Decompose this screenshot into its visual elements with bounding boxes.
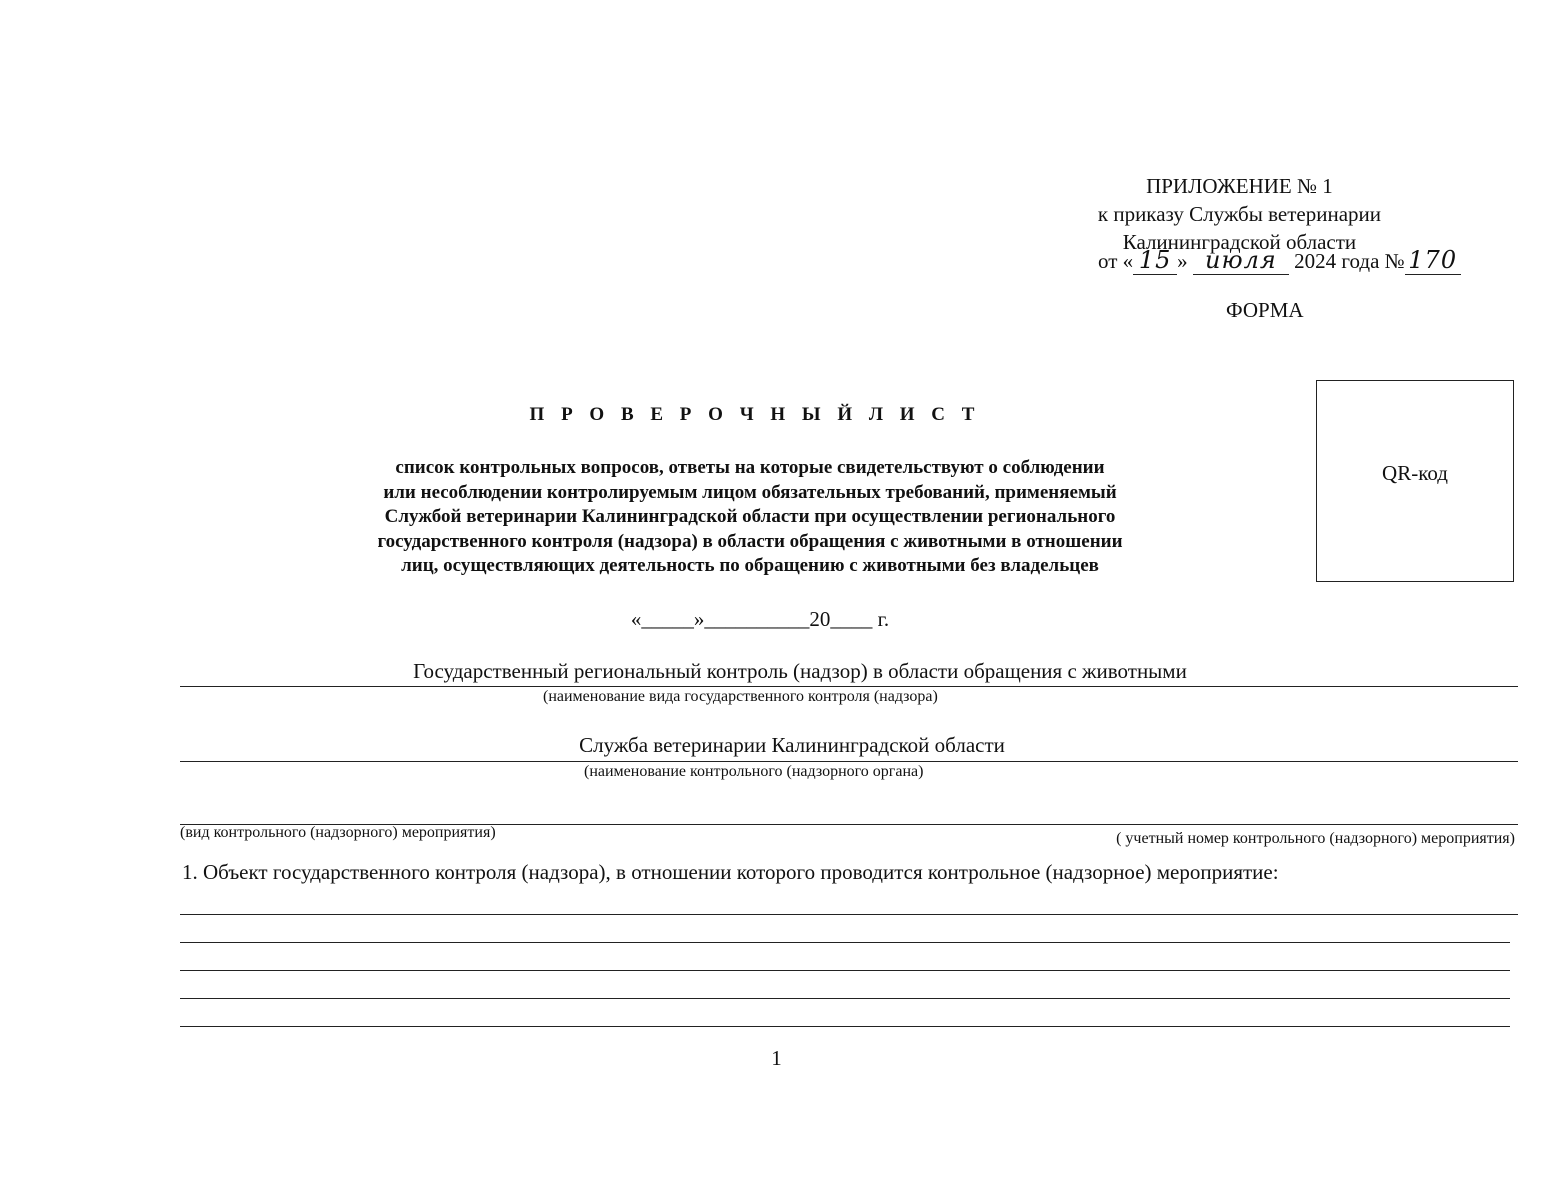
authority-value: Служба ветеринарии Калининградской области — [579, 733, 1005, 757]
qr-code-label: QR-код — [1382, 461, 1448, 485]
appendix-date-line — [1098, 246, 1461, 275]
date-year: 2024 года № — [1294, 249, 1405, 273]
qr-code-box — [1316, 380, 1514, 582]
blank-line — [180, 914, 1518, 915]
authority-caption: (наименование контрольного (надзорного органа) — [584, 763, 924, 780]
document-subtitle — [290, 456, 1210, 579]
control-type-caption: (наименование вида государственного контроля (надзора) — [543, 688, 938, 705]
blank-line — [180, 1026, 1510, 1027]
subtitle-line: список контрольных вопросов, ответы на которые свидетельствуют о соблюдении — [395, 457, 1105, 478]
date-month: июля — [1193, 246, 1289, 275]
control-type-underline — [180, 686, 1518, 687]
blank-line — [180, 998, 1510, 999]
subtitle-line: лиц, осуществляющих деятельность по обращению с животными без владельцев — [401, 555, 1099, 576]
event-type-caption: (вид контрольного (надзорного) мероприятия) — [180, 824, 496, 841]
subtitle-line: государственного контроля (надзора) в области обращения с животными в отношении — [377, 530, 1123, 552]
authority-underline — [180, 761, 1518, 762]
subtitle-line: Службой ветеринарии Калининградской области при осуществлении регионального — [384, 506, 1116, 527]
blank-line — [180, 970, 1510, 971]
date-number: 170 — [1405, 246, 1461, 275]
blank-line — [180, 942, 1510, 943]
document-title: П Р О В Е Р О Ч Н Ы Й Л И С Т — [529, 404, 981, 425]
event-number-caption: ( учетный номер контрольного (надзорного) мероприятия) — [1116, 830, 1515, 847]
control-type-value: Государственный региональный контроль (надзор) в области обращения с животными — [413, 659, 1187, 683]
appendix-header — [1098, 172, 1381, 256]
date-mid: » — [1177, 249, 1188, 273]
subtitle-line: или несоблюдении контролируемым лицом обязательных требований, применяемый — [383, 481, 1117, 503]
page-number: 1 — [771, 1046, 782, 1070]
appendix-title: ПРИЛОЖЕНИЕ № 1 — [1146, 174, 1333, 198]
appendix-order-line: к приказу Службы ветеринарии — [1097, 202, 1381, 226]
date-day: 15 — [1133, 246, 1177, 275]
form-label: ФОРМА — [1226, 298, 1304, 322]
appendix-region-line: Калининградской области — [1122, 230, 1357, 254]
item-1-text: 1. Объект государственного контроля (надзора), в отношении которого проводится контрольное (надзорное) мероприятие: — [182, 860, 1279, 884]
date-prefix: от « — [1098, 249, 1134, 273]
check-date-blank: «_____»__________20____ г. — [630, 607, 890, 631]
